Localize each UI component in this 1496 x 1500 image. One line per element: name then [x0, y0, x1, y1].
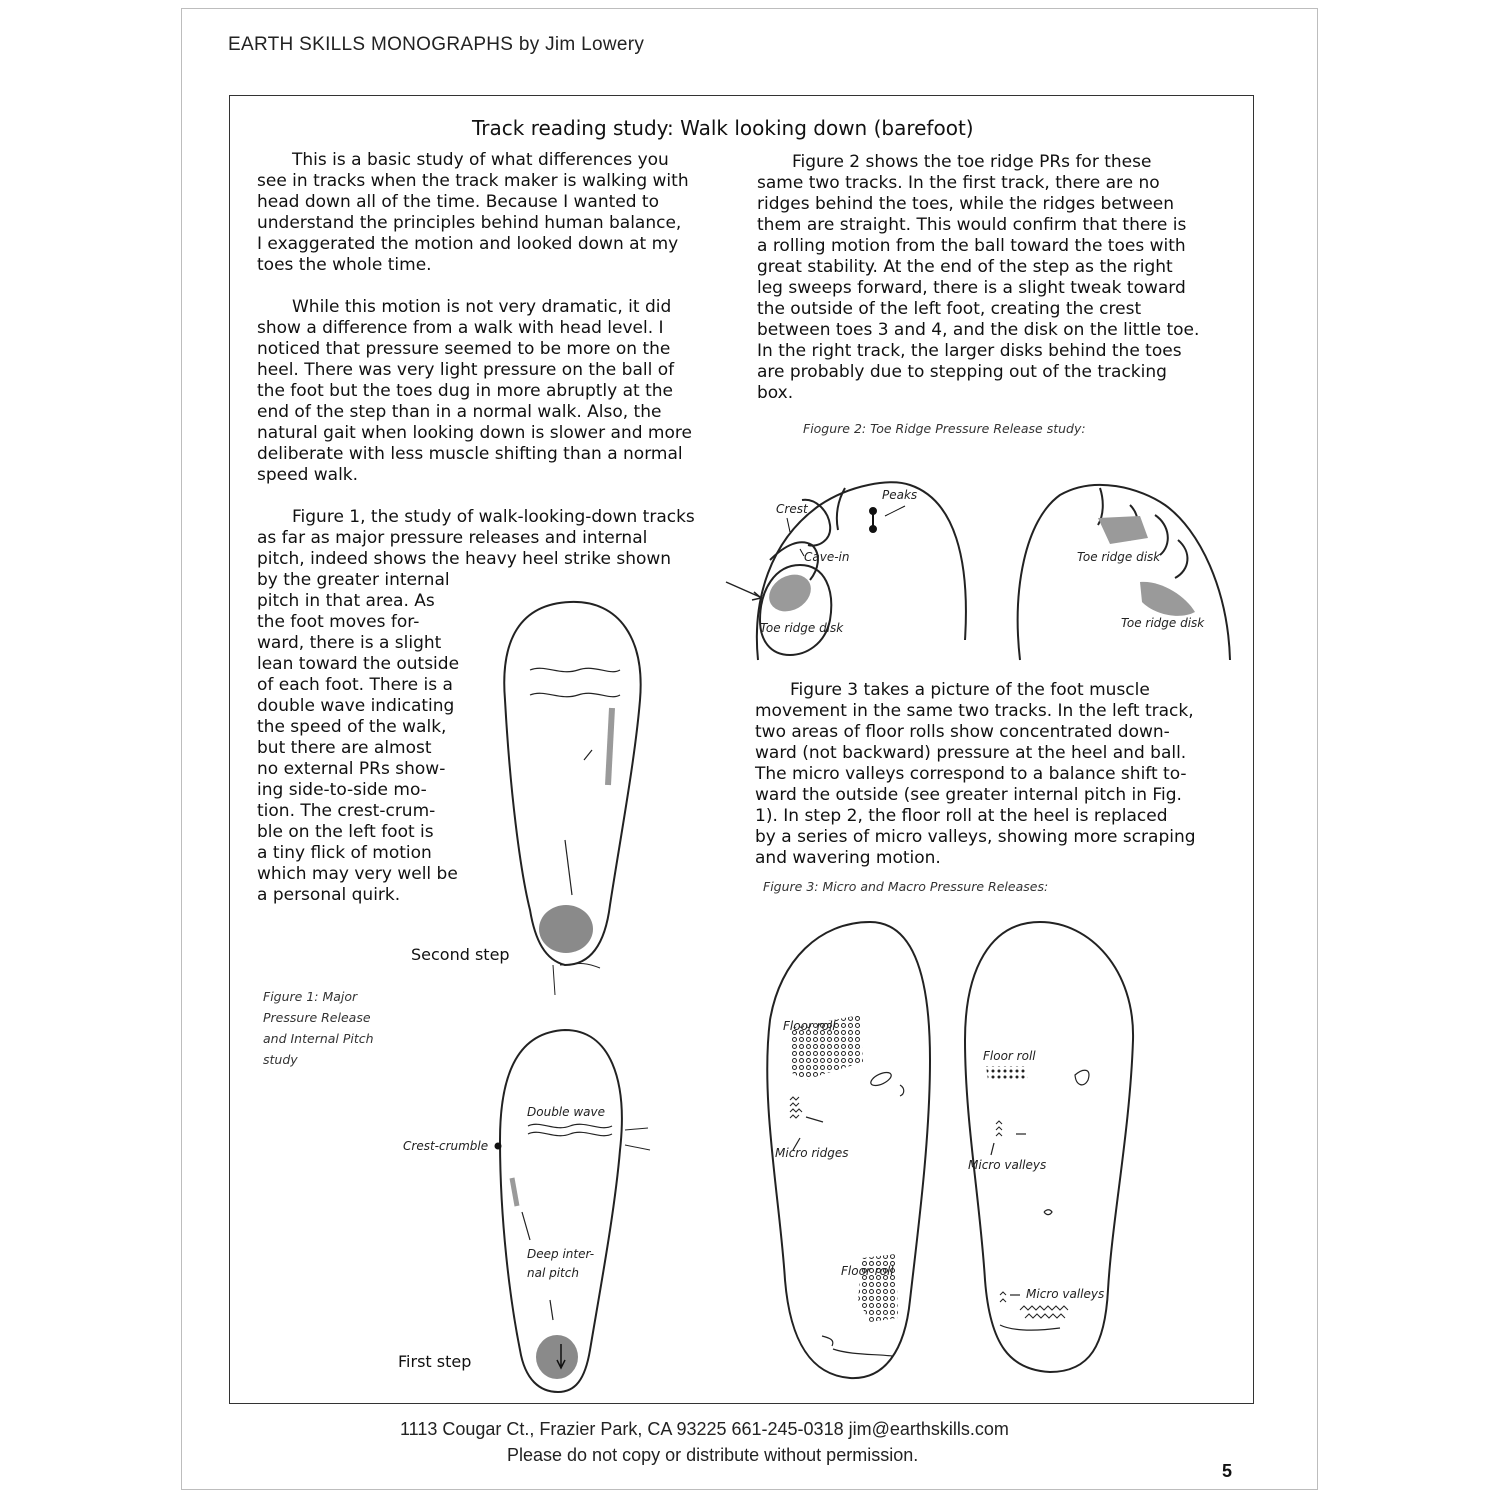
- figure3-right-foot: [965, 922, 1133, 1372]
- crest-crumble-label: Crest-crumble: [403, 1139, 489, 1153]
- crest-crumble-dot: [495, 1143, 502, 1150]
- toe-ridge-disk-label-2: Toe ridge disk: [1077, 550, 1161, 564]
- deep-pitch-label-2: nal pitch: [527, 1266, 579, 1280]
- double-wave-label: Double wave: [527, 1105, 605, 1119]
- right-paragraph-1: Figure 2 shows the toe ridge PRs for these same two tracks. In the first track, there are no ridges behind the toes, while the ridges between them are straight. This would confirm that there is a rolling motion from the ball toward the toes with great stability. At the end of the step as the right leg sweeps forward, there is a slight tweak toward the outside of the left foot, creating the crest between toes 3 and 4, and the disk on the little toe. In the right track, the larger disks behind the toes are probably due to stepping out of the tracking box.: [757, 152, 1200, 403]
- figure1-second-pitch-mark: [608, 708, 612, 785]
- micro-ridges-label: Micro ridges: [775, 1146, 849, 1160]
- micro-valleys-label-1: Micro valleys: [968, 1158, 1047, 1172]
- figure3-left-micro-ridges: [790, 1097, 802, 1118]
- second-step-label: Second step: [411, 945, 510, 964]
- figure2-right-toes: [1018, 485, 1230, 660]
- floor-roll-label-3: Floor roll: [983, 1049, 1036, 1063]
- cave-in-label: Cave-in: [804, 550, 850, 564]
- floor-roll-label-1: Floor roll: [783, 1019, 836, 1033]
- figure2-caption: Fiogure 2: Toe Ridge Pressure Release study:: [803, 421, 1086, 436]
- left-paragraph-3: Figure 1, the study of walk-looking-down tracks as far as major pressure releases and internal pitch, indeed shows the heavy heel strike shown by the greater internal pitch in that area. As the foot moves for- ward, there is a slight lean toward the outside of each foot. There is a double wave indicating the speed of the walk, but there are almost no external PRs show- ing side-to-side mo- tion. The crest-crum- ble on the left foot is a tiny flick of motion which may very well be a personal quirk.: [257, 507, 695, 905]
- figure1-second-heel-strike: [539, 905, 593, 953]
- left-paragraph-2: While this motion is not very dramatic, it did show a difference from a walk with head level. I noticed that pressure seemed to be more on the heel. There was very light pressure on the ball of the foot but the toes dug in more abruptly at the end of the step than in a normal walk. Also, the natural gait when looking down is slower and more deliberate with less muscle shifting than a normal speed walk.: [257, 297, 692, 485]
- figure3-right-micro-valleys-ball: [996, 1121, 1002, 1136]
- figure2-right-toe-ridge-disk-2: [1140, 582, 1195, 616]
- deep-pitch-label-1: Deep inter-: [527, 1247, 595, 1261]
- figure1-first-pitch-mark: [512, 1178, 517, 1206]
- first-step-label: First step: [398, 1352, 472, 1371]
- footer-address: 1113 Cougar Ct., Frazier Park, CA 93225 661-245-0318 jim@earthskills.com: [400, 1419, 1009, 1439]
- figure2-left-toe-ridge-disk: [762, 567, 817, 618]
- figure3-caption: Figure 3: Micro and Macro Pressure Releases:: [763, 879, 1049, 894]
- right-paragraph-2: Figure 3 takes a picture of the foot muscle movement in the same two tracks. In the left track, two areas of floor rolls show concentrated down- ward (not backward) pressure at the heel and ball. The micro valleys correspond to a balance shift to- ward the outside (see greater internal pitch in Fig. 1). In step 2, the floor roll at the heel is replaced by a series of micro valleys, showing more scraping and wavering motion.: [755, 680, 1196, 868]
- monograph-header: EARTH SKILLS MONOGRAPHS by Jim Lowery: [228, 34, 645, 55]
- crest-label: Crest: [776, 502, 808, 516]
- toe-ridge-disk-label-3: Toe ridge disk: [1121, 616, 1205, 630]
- toe-ridge-disk-label-1: Toe ridge disk: [760, 621, 844, 635]
- figure1-first-heel-strike: [536, 1335, 578, 1379]
- figure3-right-floor-roll: [986, 1066, 1028, 1080]
- micro-valleys-label-2: Micro valleys: [1026, 1287, 1105, 1301]
- page-number: 5: [1222, 1461, 1233, 1481]
- footer-copyright-note: Please do not copy or distribute without permission.: [507, 1445, 919, 1465]
- left-paragraph-1: This is a basic study of what differences you see in tracks when the track maker is walking with head down all of the time. Because I wanted to understand the principles behind human balance, I exaggerated the motion and looked down at my toes the whole time.: [257, 150, 689, 275]
- figure1-caption: Figure 1: Major Pressure Release and Internal Pitch study: [263, 989, 374, 1067]
- figure1-first-step-foot: [500, 1030, 650, 1392]
- peaks-label: Peaks: [882, 488, 918, 502]
- figure2-right-toe-ridge-disk-1: [1098, 516, 1148, 544]
- floor-roll-label-2: Floor roll: [841, 1264, 894, 1278]
- article-title: Track reading study: Walk looking down (barefoot): [472, 116, 974, 140]
